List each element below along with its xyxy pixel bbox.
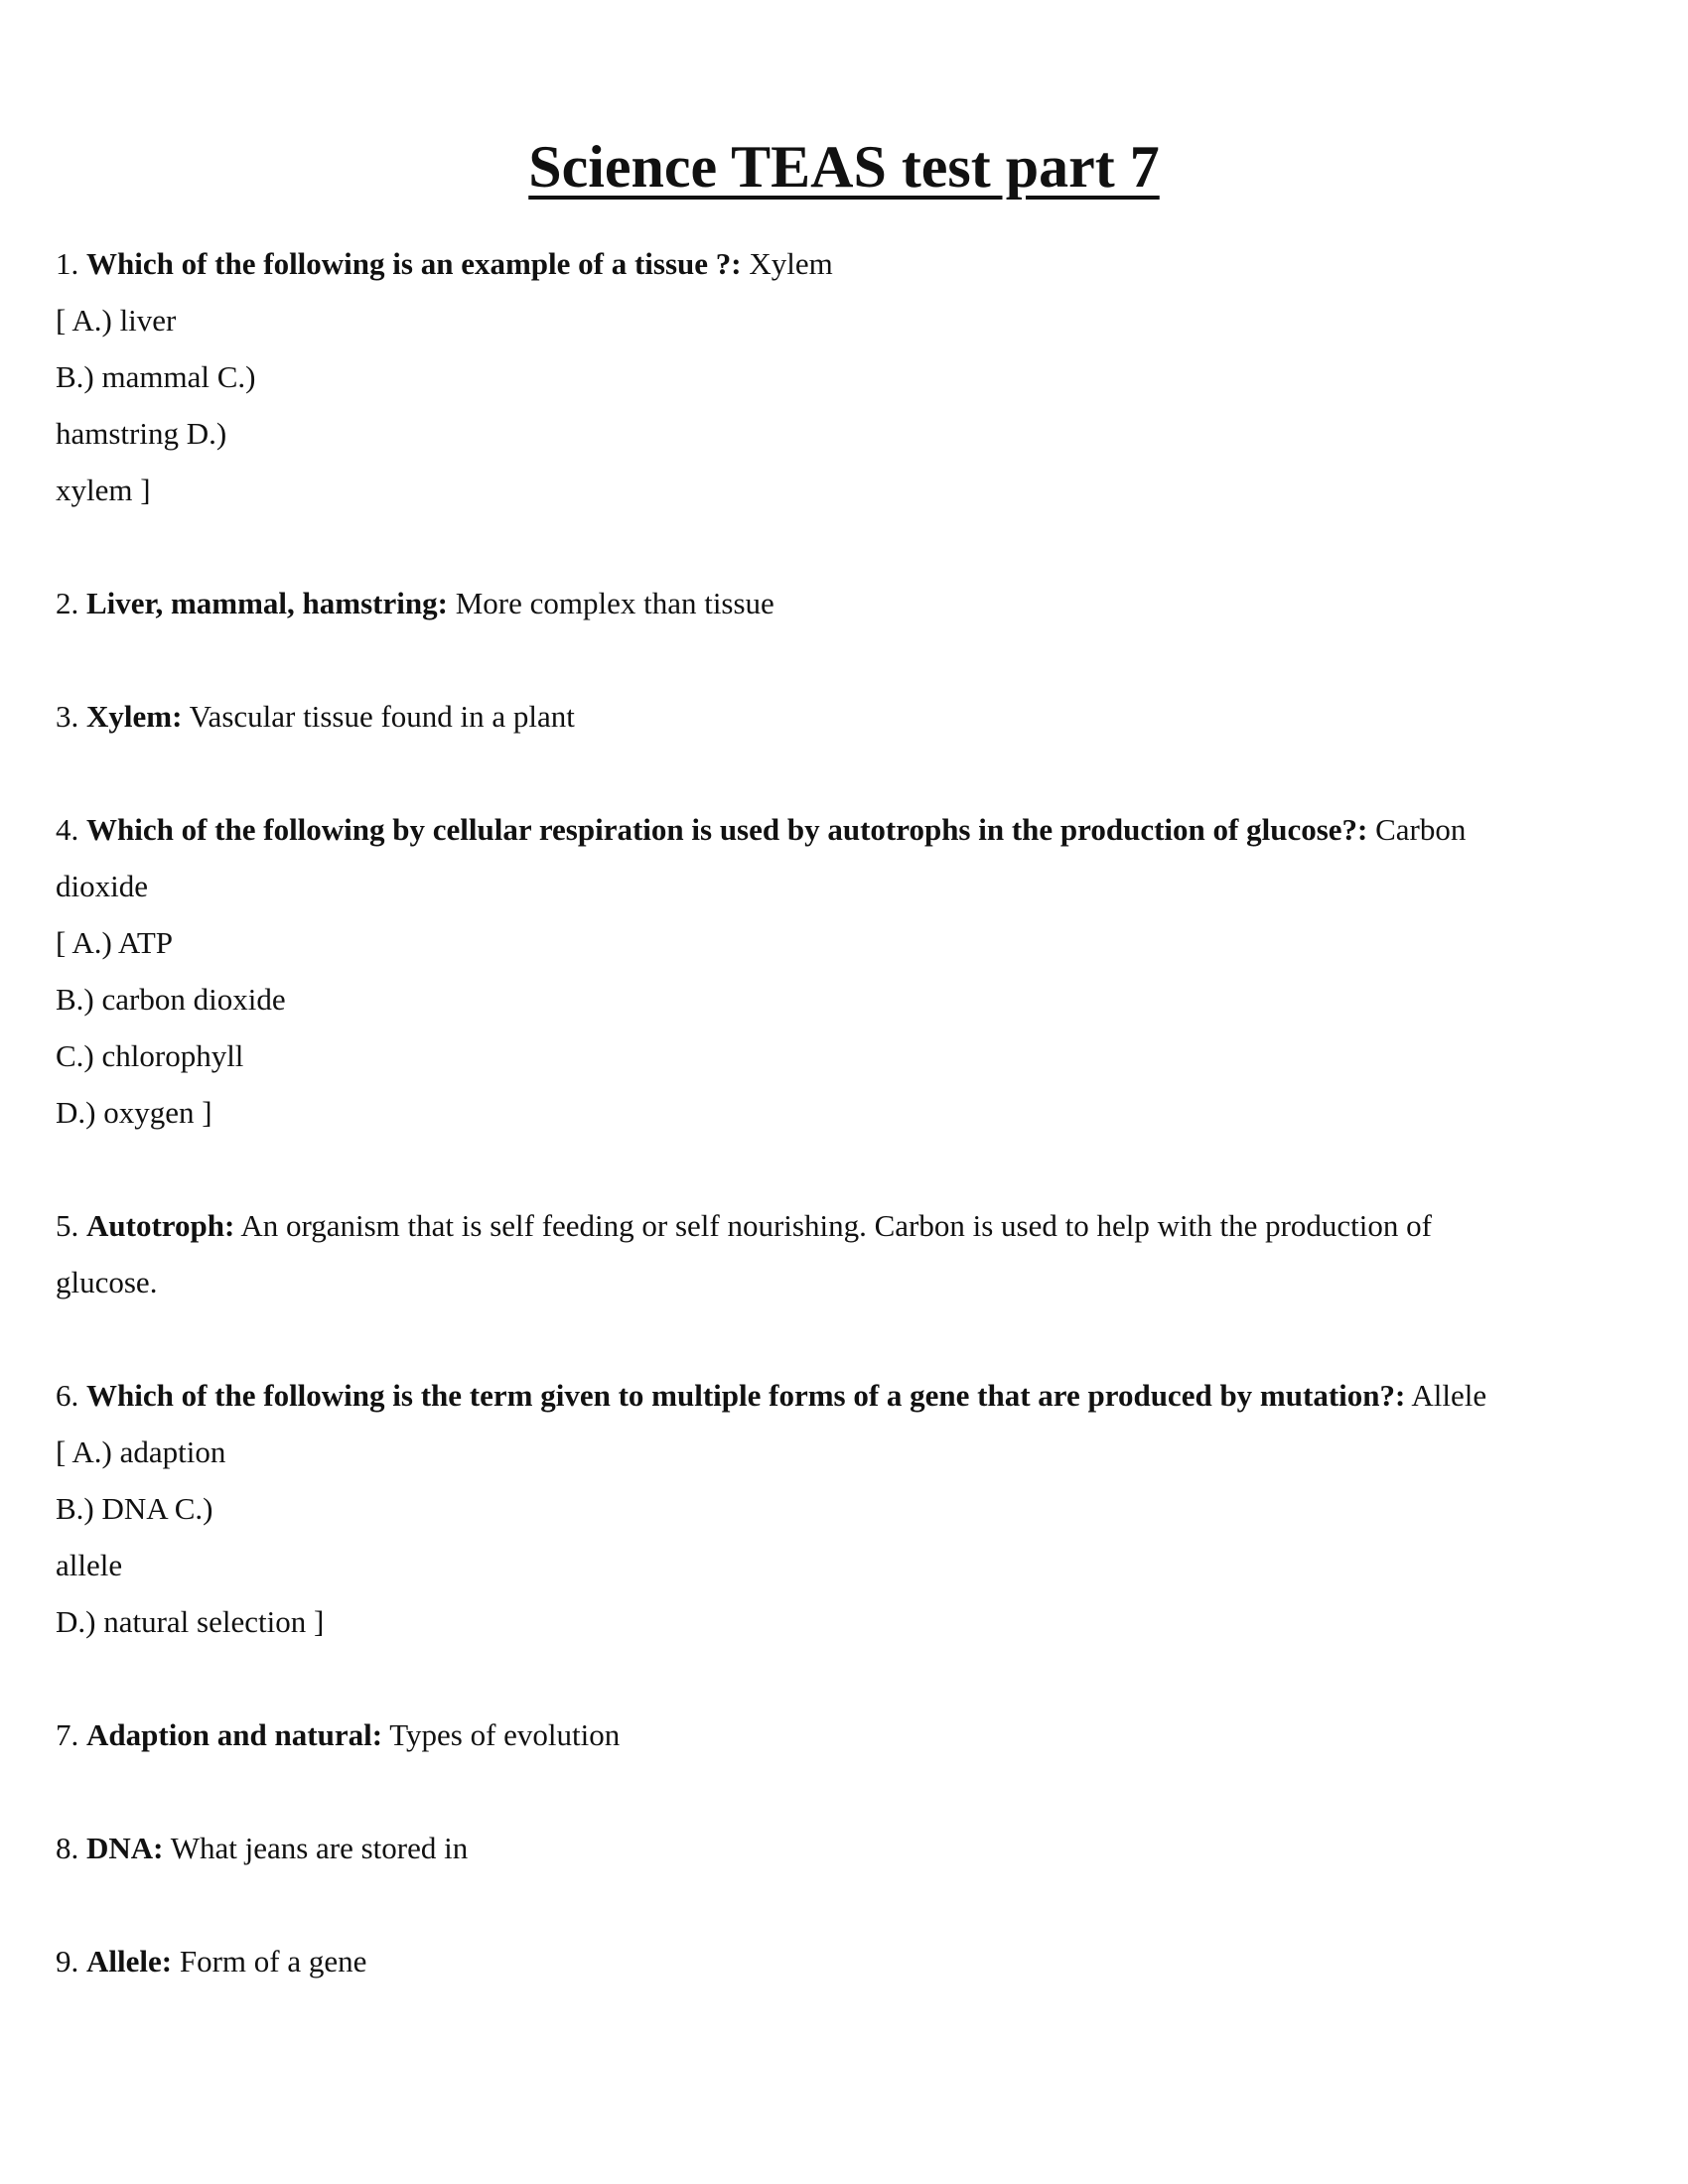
answer-text: Allele [1411, 1378, 1487, 1413]
answer-text: Carbon [1375, 812, 1467, 847]
question-number: 6. [56, 1378, 79, 1413]
question-number: 4. [56, 812, 79, 847]
spacer [56, 1650, 1644, 1706]
question-3 [56, 688, 1644, 745]
question-text: Which of the following is the term given to multiple forms of a gene that are produced by mutation?: [86, 1378, 1406, 1413]
question-number: 2. [56, 586, 79, 620]
option-line: allele [56, 1548, 123, 1582]
question-number: 1. [56, 246, 79, 281]
question-1 [56, 235, 1644, 292]
spacer [56, 1763, 1644, 1820]
answer-continuation: glucose. [56, 1265, 158, 1299]
question-number: 9. [56, 1944, 79, 1979]
answer-text: An organism that is self feeding or self nourishing. Carbon is used to help with the production of [240, 1208, 1432, 1243]
question-6 [56, 1367, 1644, 1424]
question-text: Which of the following is an example of a tissue ?: [86, 246, 742, 281]
answer-text: Vascular tissue found in a plant [189, 699, 575, 734]
option-line: B.) DNA C.) [56, 1491, 213, 1526]
question-text: Adaption and natural: [86, 1717, 383, 1752]
option-line: D.) oxygen ] [56, 1095, 212, 1130]
answer-continuation: dioxide [56, 869, 148, 903]
question-number: 8. [56, 1831, 79, 1865]
question-text: Xylem: [86, 699, 183, 734]
option-line: [ A.) ATP [56, 925, 173, 960]
option-line: C.) chlorophyll [56, 1038, 244, 1073]
question-7 [56, 1706, 1644, 1763]
spacer [56, 1876, 1644, 1933]
answer-text: Xylem [749, 246, 833, 281]
question-number: 7. [56, 1717, 79, 1752]
question-text: Which of the following by cellular respiration is used by autotrophs in the production of glucose?: [86, 812, 1368, 847]
question-4 [56, 801, 1644, 858]
document-body [56, 235, 1644, 1989]
question-text: Liver, mammal, hamstring: [86, 586, 448, 620]
page-title: Science TEAS test part 7 [528, 134, 1160, 200]
question-text: Allele: [86, 1944, 173, 1979]
spacer [56, 518, 1644, 575]
question-number: 5. [56, 1208, 79, 1243]
answer-text: More complex than tissue [455, 586, 774, 620]
option-line: [ A.) adaption [56, 1434, 226, 1469]
option-line: D.) natural selection ] [56, 1604, 325, 1639]
option-line: xylem ] [56, 473, 151, 507]
spacer [56, 745, 1644, 801]
spacer [56, 631, 1644, 688]
spacer [56, 1141, 1644, 1197]
answer-text: Form of a gene [179, 1944, 367, 1979]
question-text: Autotroph: [86, 1208, 235, 1243]
question-2 [56, 575, 1644, 631]
option-line: B.) mammal C.) [56, 359, 256, 394]
answer-text: Types of evolution [389, 1717, 621, 1752]
option-line: B.) carbon dioxide [56, 982, 286, 1017]
option-line: hamstring D.) [56, 416, 227, 451]
option-line: [ A.) liver [56, 303, 177, 338]
question-5 [56, 1197, 1644, 1254]
question-8 [56, 1820, 1644, 1876]
question-9 [56, 1933, 1644, 1989]
question-number: 3. [56, 699, 79, 734]
answer-text: What jeans are stored in [170, 1831, 469, 1865]
spacer [56, 1310, 1644, 1367]
question-text: DNA: [86, 1831, 164, 1865]
